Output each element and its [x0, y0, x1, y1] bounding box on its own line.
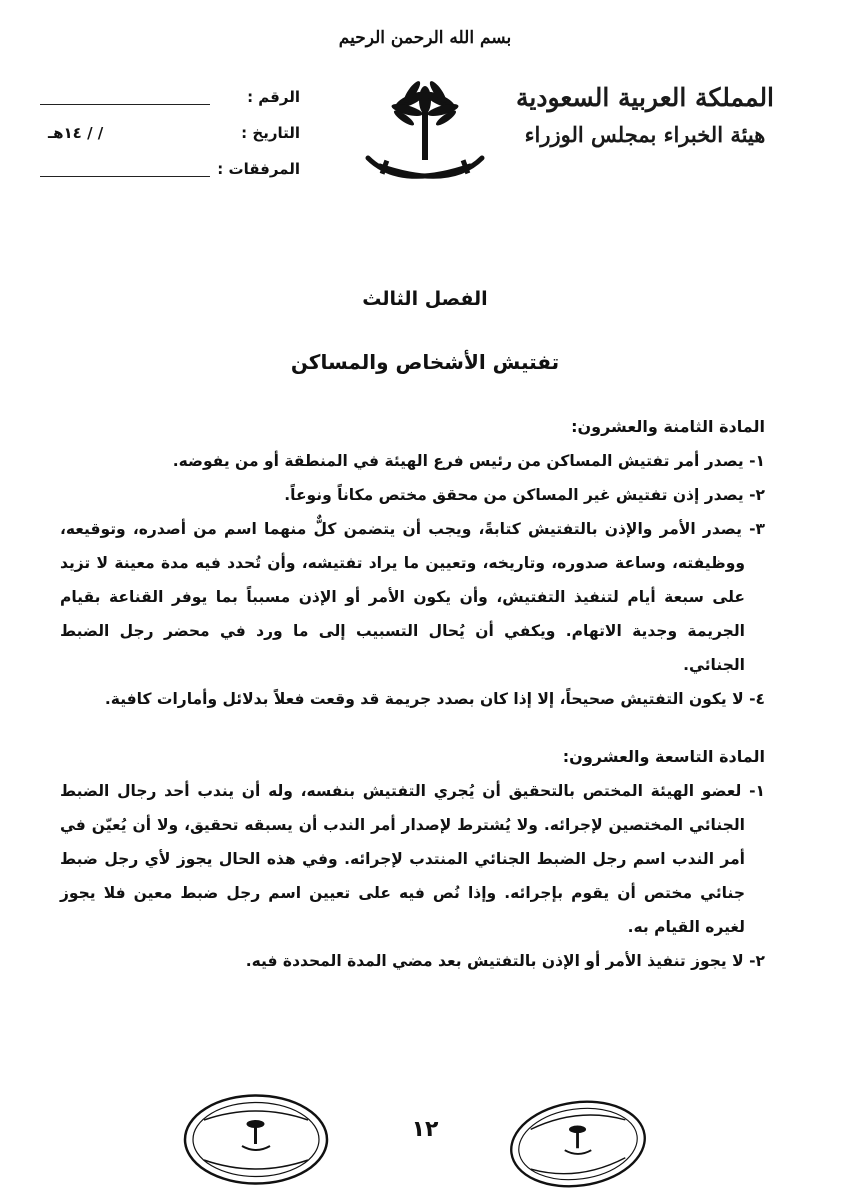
article-28-item-1: ١- يصدر أمر تفتيش المساكن من رئيس فرع الهيئة في المنطقة أو من يفوضه.	[172, 452, 765, 470]
article-28-title: المادة الثامنة والعشرون:	[571, 417, 765, 436]
official-stamp-right-icon	[508, 1098, 648, 1190]
ref-number-field	[40, 88, 300, 112]
date-field	[40, 124, 300, 148]
org-name-line1: المملكة العربية السعودية	[515, 83, 775, 112]
official-stamp-left-icon	[182, 1092, 330, 1187]
article-28-item-2: ٢- يصدر إذن تفتيش غير المساكن من محقق مختص مكاناً ونوعاً.	[284, 486, 765, 504]
basmala: بسم الله الرحمن الرحيم	[338, 28, 512, 48]
date-label: التاريخ :	[241, 124, 300, 142]
date-value: / / ١٤هـ	[48, 124, 104, 142]
attachments-field	[40, 160, 300, 184]
attachments-line	[40, 176, 210, 177]
organization-header	[485, 78, 805, 152]
article-29-title: المادة التاسعة والعشرون:	[562, 747, 765, 766]
article-29-item-2: ٢- لا يجوز تنفيذ الأمر أو الإذن بالتفتيش بعد مضي المدة المحددة فيه.	[245, 952, 765, 970]
article-29-item-1: ١- لعضو الهيئة المختص بالتحقيق أن يُجري التفتيش بنفسه، وله أن يندب أحد رجال الضبط الجنائي المختصين لإجرائه. ولا يُشترط لإصدار أمر الندب أن يسبقه تحقيق، ولا أن يُعيّن في أمر الندب اسم رجل الضبط الجنائي المنتدب لإجرائه. وفي هذه الحال يجوز لأي رجل ضبط جنائي مختص أن يقوم بإجرائه. وإذا نُص فيه على تعيين اسم رجل ضبط معين فلا يجوز لغيره القيام به.	[60, 782, 765, 936]
section-title: تفتيش الأشخاص والمساكن	[290, 350, 560, 374]
page-number: ١٢	[411, 1117, 439, 1142]
ref-number-line	[40, 104, 210, 105]
chapter-title: الفصل الثالث	[362, 288, 488, 310]
article-28-item-3: ٣- يصدر الأمر والإذن بالتفتيش كتابةً، ويجب أن يتضمن كلٌّ منهما اسم من أصدره، وتوقيعه، ووظيفته، وساعة صدوره، وتاريخه، وتعيين ما يراد تفتيشه، وأن تُحدد فيه مدة معينة لا تزيد على سبعة أيام لتنفيذ التفتيش، وأن يكون الأمر أو الإذن مسبباً بما يوفر القناعة بقيام الجريمة وجدية الاتهام. ويكفي أن يُحال التسبيب إلى ما ورد في محضر رجل الضبط الجنائي.	[60, 520, 765, 674]
document-body	[60, 410, 765, 978]
org-name-line2: هيئة الخبراء بمجلس الوزراء	[524, 122, 766, 147]
saudi-emblem-icon	[360, 78, 490, 196]
ref-number-label: الرقم :	[247, 88, 300, 106]
article-28-item-4: ٤- لا يكون التفتيش صحيحاً، إلا إذا كان بصدد جريمة قد وقعت فعلاً بدلائل وأمارات كافية.	[104, 690, 765, 708]
attachments-label: المرفقات :	[217, 160, 300, 178]
